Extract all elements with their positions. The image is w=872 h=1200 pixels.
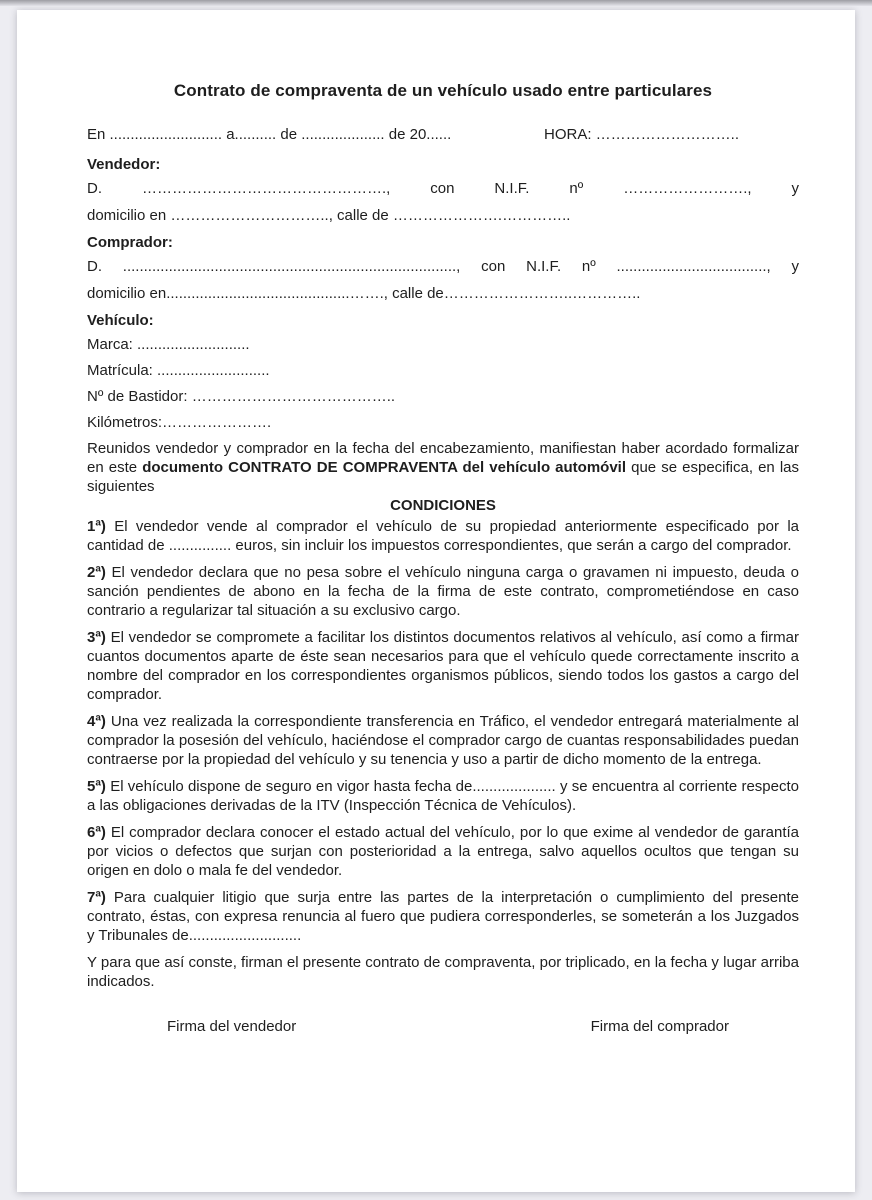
vehiculo-heading: Vehículo: [87, 312, 154, 329]
clause-5 [87, 777, 799, 815]
closing-paragraph: Y para que así conste, firman el presente contrato de compraventa, por triplicado, en la fecha y lugar arriba indicados. [87, 954, 799, 990]
clause-1-text: El vendedor vende al comprador el vehículo de su propiedad anteriormente especificado por la cantidad de ............... euros, sin incluir los impuestos correspondientes, que serán a cargo del comprador. [87, 518, 800, 554]
condiciones-heading: CONDICIONES [390, 497, 496, 514]
hora-blank: HORA: ……………………….. [543, 126, 739, 143]
vendedor-domicilio-line: domicilio en ………………………….., calle de ………………….………….. [87, 207, 571, 224]
firma-comprador-label: Firma del comprador [590, 1018, 729, 1035]
clause-4-text: Una vez realizada la correspondiente transferencia en Tráfico, el vendedor entregará materialmente al comprador la posesión del vehículo, haciéndose el comprador cargo de cuantas responsabilidades puedan contraerse por la propiedad del vehículo y su tenencia y uso a partir de dicho momento de la entrega. [87, 713, 800, 768]
clause-1 [87, 517, 799, 555]
clause-3-number: 3ª) [87, 629, 106, 646]
clause-3-text: El vendedor se compromete a facilitar los distintos documentos relativos al vehículo, así como a firmar cuantos documentos aparte de éste sean necesarios para que el vehículo quede correctamente inscrito a nombre del comprador en los correspondientes organismos públicos, siendo todos los gastos a cargo del comprador. [87, 629, 799, 703]
clause-2 [87, 563, 799, 620]
vehiculo-matricula-line: Matrícula: ........................... [87, 362, 270, 379]
vendedor-name-nif-line: D. …………………………………………., con N.I.F. nº ……………………., y [87, 180, 799, 197]
clause-2-number: 2ª) [87, 564, 106, 581]
intro-text-pre: Reunidos vendedor y comprador en la fecha del encabezamiento, manifiestan haber acordado formalizar en este [87, 440, 799, 476]
intro-paragraph [87, 439, 799, 496]
intro-text-bold: documento CONTRATO DE COMPRAVENTA del vehículo automóvil [142, 459, 627, 476]
clause-7-number: 7ª) [87, 889, 106, 906]
intro-text-post: que se especifica, en las siguientes [87, 459, 800, 495]
clause-5-number: 5ª) [87, 778, 106, 795]
clause-7-text: Para cualquier litigio que surja entre las partes de la interpretación o cumplimiento del presente contrato, éstas, con expresa renuncia al fuero que pudiera corresponderles, se someterán a los Juzgados y Tribunales de........................... [87, 889, 799, 944]
clause-6 [87, 823, 799, 880]
comprador-name-nif-line: D. ................................................................................, con N.I.F. nº ...................................., y [87, 258, 799, 275]
vehiculo-bastidor-line: Nº de Bastidor: ………………………………….. [87, 388, 396, 405]
clause-7 [87, 888, 799, 945]
vendedor-section [87, 155, 799, 225]
clause-4-number: 4ª) [87, 713, 106, 730]
clause-3 [87, 628, 799, 704]
clause-5-text: El vehículo dispone de seguro en vigor hasta fecha de.................... y se encuentra al corriente respecto a las obligaciones derivadas de la ITV (Inspección Técnica de Vehículos). [87, 778, 800, 814]
signature-row [87, 1017, 799, 1036]
clause-4 [87, 712, 799, 769]
comprador-section [87, 233, 799, 303]
clause-2-text: El vendedor declara que no pesa sobre el vehículo ninguna carga o gravamen ni impuesto, deuda o sanción pendientes de abono en la fecha de la firma de este contrato, comprometiéndose en caso contrario a regularizar tal situación a su exclusivo cargo. [87, 564, 800, 619]
comprador-domicilio-line: domicilio en............................................……., calle de……………………..………….. [87, 285, 641, 302]
clause-6-text: El comprador declara conocer el estado actual del vehículo, por lo que exime al vendedor de garantía por vicios o defectos que surjan con posterioridad a la entrega, salvo aquellos ocultos que tengan su origen en dolo o mala fe del vendedor. [87, 824, 799, 879]
document-title: Contrato de compraventa de un vehículo usado entre particulares [173, 81, 713, 100]
firma-vendedor-label: Firma del vendedor [167, 1018, 297, 1035]
comprador-heading: Comprador: [87, 234, 173, 251]
clause-6-number: 6ª) [87, 824, 106, 841]
vehiculo-section [87, 311, 799, 432]
date-place-line [87, 125, 799, 144]
vendedor-heading: Vendedor: [87, 156, 161, 173]
vehiculo-kilometros-line: Kilómetros:…………………. [87, 414, 272, 431]
clause-1-number: 1ª) [87, 518, 106, 535]
date-place-blanks: En ........................... a.......... de .................... de 20...... [87, 126, 452, 143]
contract-document-page [17, 10, 855, 1192]
vehiculo-marca-line: Marca: ........................... [87, 336, 250, 353]
